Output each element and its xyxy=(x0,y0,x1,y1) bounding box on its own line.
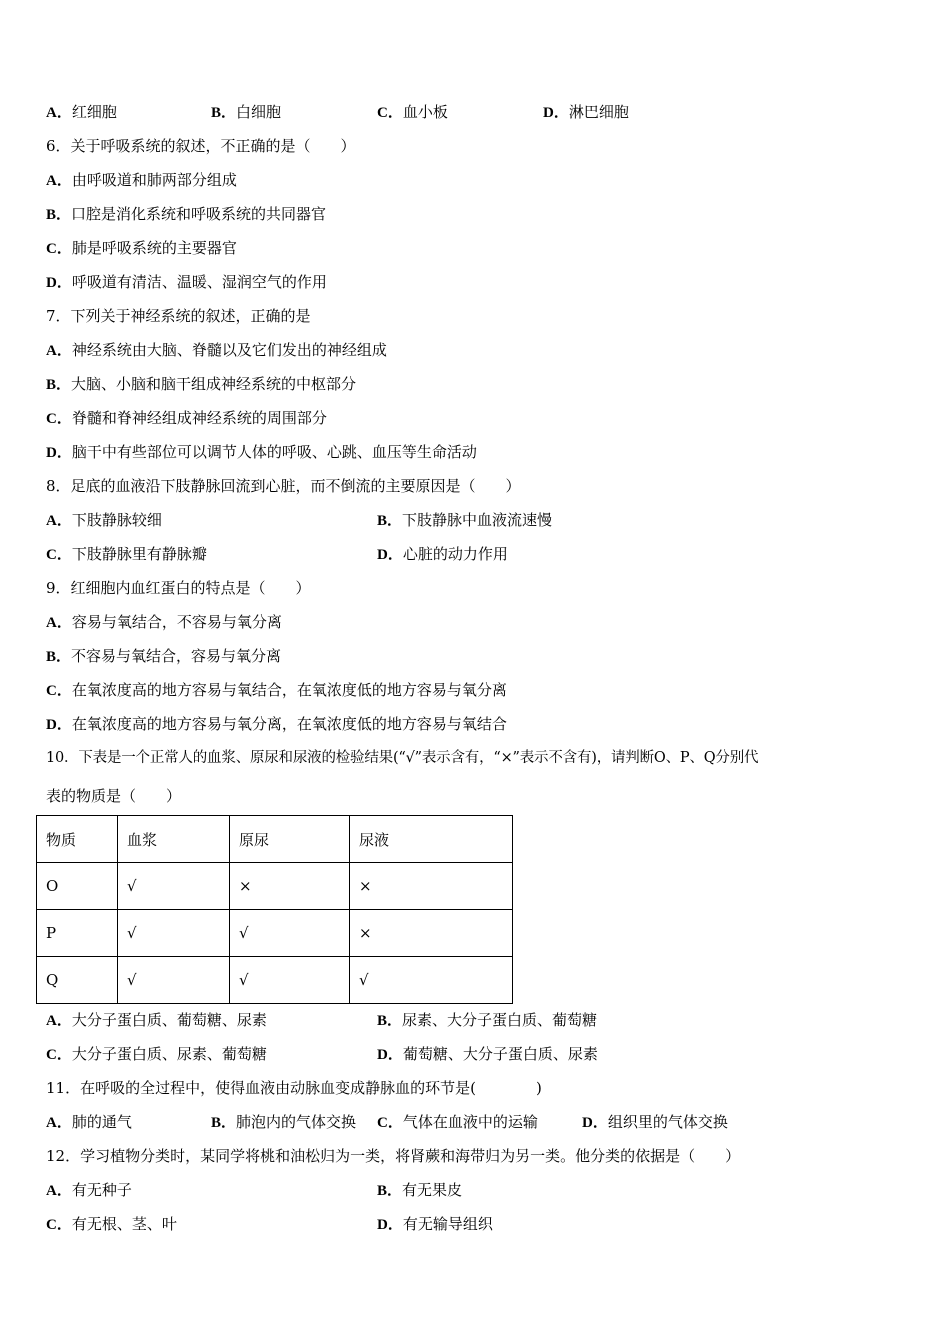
table-header-cell: 血浆 xyxy=(118,816,230,863)
q5-option-b-text: 白细胞 xyxy=(236,103,282,121)
q11-option-c-label: C． xyxy=(377,1115,403,1131)
q8-option-a-label: A． xyxy=(46,513,72,529)
q5-option-a-text: 红细胞 xyxy=(71,103,117,121)
q5-option-b xyxy=(211,102,281,123)
q8-option-b-text: 下肢静脉中血液流速慢 xyxy=(402,511,553,529)
q5-option-c-text: 血小板 xyxy=(402,103,448,121)
q9-option-c-text: 在氧浓度高的地方容易与氧结合，在氧浓度低的地方容易与氧分离 xyxy=(71,681,507,699)
q12-option-c-label: C． xyxy=(46,1217,72,1233)
q10-stem-line2: 表的物质是（ ） xyxy=(46,787,182,805)
q12-option-a-text: 有无种子 xyxy=(71,1181,132,1199)
q8-option-a-text: 下肢静脉较细 xyxy=(71,511,162,529)
q11-option-a-label: A． xyxy=(46,1115,72,1131)
q7-option-a xyxy=(46,340,387,361)
q6-option-d-text: 呼吸道有清洁、温暖、湿润空气的作用 xyxy=(71,273,327,291)
q9-option-b-label: B． xyxy=(46,649,72,665)
q8-option-d-label: D． xyxy=(377,547,403,563)
table-cell: × xyxy=(230,863,350,910)
q5-option-a xyxy=(46,102,117,123)
q10-stem-line1: 10．下表是一个正常人的血浆、原尿和尿液的检验结果(“√”表示含有，“×”表示不含有)，请判断O、P、Q分别代 xyxy=(46,750,759,766)
q6-option-d-label: D． xyxy=(46,275,72,291)
q12-option-b xyxy=(377,1180,462,1201)
q10-option-b-text: 尿素、大分子蛋白质、葡萄糖 xyxy=(402,1011,598,1029)
q7-option-a-text: 神经系统由大脑、脊髓以及它们发出的神经组成 xyxy=(71,341,387,359)
q8-option-b xyxy=(377,510,552,531)
q10-option-c-label: C． xyxy=(46,1047,72,1063)
q8-option-a xyxy=(46,510,162,531)
table-cell: × xyxy=(350,910,513,957)
q11-option-c-text: 气体在血液中的运输 xyxy=(402,1113,538,1131)
q12-option-c-text: 有无根、茎、叶 xyxy=(71,1215,177,1233)
q12-option-b-text: 有无果皮 xyxy=(402,1181,463,1199)
table-cell: √ xyxy=(230,957,350,1004)
q12-stem: 12．学习植物分类时，某同学将桃和油松归为一类，将肾蕨和海带归为另一类。他分类的依据是（ ） xyxy=(46,1147,741,1165)
q10-option-a xyxy=(46,1010,267,1031)
q6-option-d xyxy=(46,272,327,293)
q12-option-d-text: 有无输导组织 xyxy=(402,1215,493,1233)
q7-option-a-label: A． xyxy=(46,343,72,359)
q5-option-a-label: A． xyxy=(46,105,72,121)
q8-option-c-text: 下肢静脉里有静脉瓣 xyxy=(71,545,207,563)
table-cell: P xyxy=(37,910,118,957)
table-cell: × xyxy=(350,863,513,910)
q5-option-d-label: D． xyxy=(543,105,569,121)
q12-option-c xyxy=(46,1214,177,1235)
q5-option-b-label: B． xyxy=(211,105,237,121)
q8-option-b-label: B． xyxy=(377,513,403,529)
table-header-cell: 尿液 xyxy=(350,816,513,863)
q8-stem: 8．足底的血液沿下肢静脉回流到心脏，而不倒流的主要原因是（ ） xyxy=(46,477,521,495)
table-header-cell: 物质 xyxy=(37,816,118,863)
q6-option-a-text: 由呼吸道和肺两部分组成 xyxy=(71,171,237,189)
q11-option-d-label: D． xyxy=(582,1115,608,1131)
q12-option-a-label: A． xyxy=(46,1183,72,1199)
q8-option-d-text: 心脏的动力作用 xyxy=(402,545,508,563)
q10-option-b-label: B． xyxy=(377,1013,403,1029)
q10-option-d xyxy=(377,1044,598,1065)
table-row xyxy=(37,863,513,910)
q10-option-c xyxy=(46,1044,267,1065)
q11-option-b-text: 肺泡内的气体交换 xyxy=(236,1113,357,1131)
q11-option-d-text: 组织里的气体交换 xyxy=(607,1113,728,1131)
q8-option-d xyxy=(377,544,508,565)
q8-option-c xyxy=(46,544,207,565)
q7-option-d-label: D． xyxy=(46,445,72,461)
q6-option-a xyxy=(46,170,237,191)
q6-stem: 6．关于呼吸系统的叙述，不正确的是（ ） xyxy=(46,137,356,155)
q11-option-a xyxy=(46,1112,132,1133)
q6-option-b-text: 口腔是消化系统和呼吸系统的共同器官 xyxy=(71,205,327,223)
q12-option-d xyxy=(377,1214,493,1235)
q7-stem: 7．下列关于神经系统的叙述，正确的是 xyxy=(46,307,311,325)
q7-option-b-text: 大脑、小脑和脑干组成神经系统的中枢部分 xyxy=(71,375,357,393)
q6-option-c xyxy=(46,238,237,259)
q11-option-d xyxy=(582,1112,728,1133)
q5-option-d-text: 淋巴细胞 xyxy=(568,103,629,121)
table-cell: O xyxy=(37,863,118,910)
q11-option-b-label: B． xyxy=(211,1115,237,1131)
q9-option-a-label: A． xyxy=(46,615,72,631)
q9-option-c xyxy=(46,680,507,701)
q6-option-c-label: C． xyxy=(46,241,72,257)
q12-option-b-label: B． xyxy=(377,1183,403,1199)
q9-option-a xyxy=(46,612,282,633)
table-header-cell: 原尿 xyxy=(230,816,350,863)
q10-option-a-text: 大分子蛋白质、葡萄糖、尿素 xyxy=(71,1011,267,1029)
q10-option-b xyxy=(377,1010,597,1031)
table-cell: √ xyxy=(350,957,513,1004)
q10-option-c-text: 大分子蛋白质、尿素、葡萄糖 xyxy=(71,1045,267,1063)
q7-option-c-text: 脊髓和脊神经组成神经系统的周围部分 xyxy=(71,409,327,427)
q11-option-b xyxy=(211,1112,356,1133)
q7-option-c-label: C． xyxy=(46,411,72,427)
q9-stem: 9．红细胞内血红蛋白的特点是（ ） xyxy=(46,579,311,597)
q10-option-d-text: 葡萄糖、大分子蛋白质、尿素 xyxy=(402,1045,598,1063)
q7-option-b xyxy=(46,374,356,395)
q5-option-c xyxy=(377,102,448,123)
table-cell: Q xyxy=(37,957,118,1004)
q9-option-b xyxy=(46,646,281,667)
q8-option-c-label: C． xyxy=(46,547,72,563)
q9-option-d xyxy=(46,714,507,735)
q11-stem: 11．在呼吸的全过程中，使得血液由动脉血变成静脉血的环节是( ) xyxy=(46,1079,542,1097)
q10-option-d-label: D． xyxy=(377,1047,403,1063)
table-cell: √ xyxy=(118,910,230,957)
table-cell: √ xyxy=(230,910,350,957)
q6-option-a-label: A． xyxy=(46,173,72,189)
q6-option-b xyxy=(46,204,326,225)
q9-option-d-label: D． xyxy=(46,717,72,733)
table-cell: √ xyxy=(118,863,230,910)
q9-option-a-text: 容易与氧结合，不容易与氧分离 xyxy=(71,613,282,631)
q11-option-c xyxy=(377,1112,538,1133)
q9-option-b-text: 不容易与氧结合，容易与氧分离 xyxy=(71,647,282,665)
table-header-row xyxy=(37,816,513,863)
q12-option-a xyxy=(46,1180,132,1201)
table-cell: √ xyxy=(118,957,230,1004)
q5-option-c-label: C． xyxy=(377,105,403,121)
q9-option-d-text: 在氧浓度高的地方容易与氧分离，在氧浓度低的地方容易与氧结合 xyxy=(71,715,507,733)
q12-option-d-label: D． xyxy=(377,1217,403,1233)
q7-option-d-text: 脑干中有些部位可以调节人体的呼吸、心跳、血压等生命活动 xyxy=(71,443,477,461)
q5-option-d xyxy=(543,102,629,123)
q9-option-c-label: C． xyxy=(46,683,72,699)
q6-option-b-label: B． xyxy=(46,207,72,223)
q7-option-b-label: B． xyxy=(46,377,72,393)
q6-option-c-text: 肺是呼吸系统的主要器官 xyxy=(71,239,237,257)
q7-option-c xyxy=(46,408,327,429)
table-row xyxy=(37,910,513,957)
q7-option-d xyxy=(46,442,477,463)
q10-results-table xyxy=(36,815,513,1004)
q11-option-a-text: 肺的通气 xyxy=(71,1113,132,1131)
table-row xyxy=(37,957,513,1004)
q10-option-a-label: A． xyxy=(46,1013,72,1029)
